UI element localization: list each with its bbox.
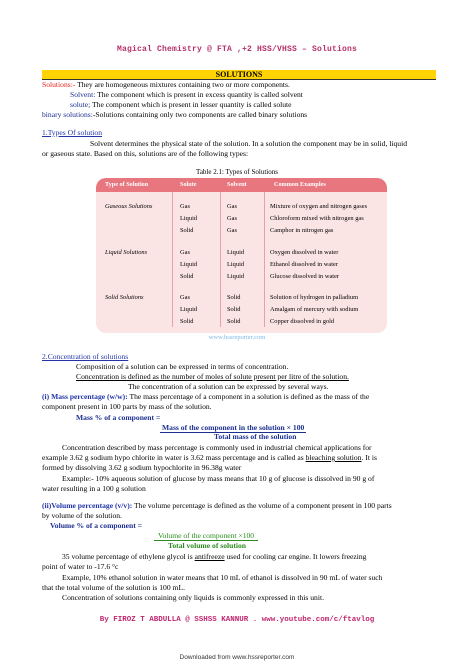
solutions-text: They are homogeneous mixtures containing two or more components. xyxy=(75,80,290,89)
binary-text: -Solutions containing only two components are called binary solutions xyxy=(92,110,308,119)
s2-heading: 2.Concentration of solutions xyxy=(42,352,129,361)
mp-formula-label: Mass % of a component = xyxy=(76,413,161,422)
v4: that the total volume of the solution is 100 mL. xyxy=(42,583,185,592)
mp-label: (i) Mass percentage (w/w): xyxy=(42,392,128,401)
e2: water resulting in a 100 g solution xyxy=(42,484,146,493)
types-table xyxy=(96,178,387,333)
table-cell: Amalgam of mercury with sodium xyxy=(270,306,359,313)
table-cell: Glucose dissolved in water xyxy=(270,273,340,280)
table-cell: Gas xyxy=(180,203,190,210)
table-cell: Gas xyxy=(180,249,190,256)
c3: formed by dissolving 3.62 g sodium hypochlorite in 96.38g water xyxy=(42,463,242,472)
table-cell: Solution of hydrogen in palladium xyxy=(270,294,359,301)
def-solute xyxy=(70,100,292,109)
watermark: www.hssreporter.com xyxy=(208,334,266,341)
vp-denominator: Total volume of solution xyxy=(168,541,246,550)
col-divider xyxy=(264,192,265,327)
solvent-label: Solvent: xyxy=(70,90,96,99)
table-cell: Oxygen dissolved in water xyxy=(270,249,339,256)
c2-text: example 3.62 g sodium hypo chlorite in water is 3.62 mass percentage and is called as xyxy=(42,453,306,462)
table-cell: Camphor in nitrogen gas xyxy=(270,227,334,234)
vp-label: (ii)Volume percentage (v/v): xyxy=(42,501,133,510)
table-cell: Liquid xyxy=(180,261,198,268)
table-cell: Solid xyxy=(180,227,194,234)
vp-text: The volume percentage is defined as the volume of a component present in 100 parts xyxy=(132,501,392,510)
table-cell: Solid xyxy=(180,273,194,280)
mp-denominator: Total mass of the solution xyxy=(214,432,297,441)
table-cell: Solid xyxy=(180,318,194,325)
table-cell: Solid xyxy=(227,306,241,313)
col-divider xyxy=(172,192,173,327)
download-note: Downloaded from www.hssreporter.com xyxy=(179,654,295,661)
th-solute: Solute xyxy=(180,181,197,188)
s2-l3: The concentration of a solution can be expressed by several ways. xyxy=(128,382,329,391)
s2-l1: Composition of a solution can be expressed in terms of concentration. xyxy=(76,362,289,371)
v1-tail: used for cooling car engine. It lowers freezing xyxy=(224,552,367,561)
table-cell: Liquid xyxy=(180,215,198,222)
v2: point of water to -17.6 °c xyxy=(42,562,119,571)
col-divider xyxy=(220,192,221,327)
table-cell: Gas xyxy=(180,294,190,301)
table-cell: Gas xyxy=(227,203,237,210)
section-title-solutions: SOLUTIONS xyxy=(42,70,436,79)
vp-text2: by volume of the solution. xyxy=(42,511,122,520)
page-header: Magical Chemistry @ FTA ,+2 HSS/VHSS – Solutions xyxy=(116,45,358,54)
v3: Example, 10% ethanol solution in water means that 10 mL of ethanol is dissolved in 90 mL of water such xyxy=(62,573,383,582)
table-cell: Liquid xyxy=(227,273,245,280)
c2 xyxy=(42,453,377,462)
table-cell: Copper dissolved in gold xyxy=(270,318,335,325)
def-solvent xyxy=(70,90,303,99)
table-cell: Mixture of oxygen and nitrogen gases xyxy=(270,203,368,210)
c2-tail: . It is xyxy=(361,453,377,462)
table-cell: Solid xyxy=(227,318,241,325)
table-caption: Table 2.1: Types of Solutions xyxy=(196,168,278,176)
c1: Concentration described by mass percentage is commonly used in industrial chemical applications for xyxy=(62,443,372,452)
v5: Concentration of solutions containing only liquids is commonly expressed in this unit. xyxy=(62,593,324,602)
table-cell: Ethanol dissolved in water xyxy=(270,261,338,268)
s1-heading: 1.Types Of solution xyxy=(42,128,103,137)
th-type: Type of Solution xyxy=(105,181,149,188)
vp-numerator: Volume of the component ×100 xyxy=(154,531,258,541)
bleaching-solution: bleaching solution xyxy=(305,453,362,462)
s1-p2: or gaseous state. Based on this, solutions are of the following types: xyxy=(42,149,249,158)
solvent-text: The component which is present in excess quantity is called solvent xyxy=(95,90,303,99)
table-cell: Liquid xyxy=(227,261,245,268)
table-cell: Liquid xyxy=(180,306,198,313)
table-cell: Chloroform mixed with nitrogen gas xyxy=(270,215,364,222)
def-solutions xyxy=(42,80,290,89)
e1: Example:- 10% aqueous solution of glucose by mass means that 10 g of glucose is dissolved in 90 g of xyxy=(62,474,375,483)
mp-numerator: Mass of the component in the solution × 100 xyxy=(162,423,305,432)
group-type: Gaseous Solutions xyxy=(105,203,153,210)
v1 xyxy=(62,552,366,561)
table-cell: Solid xyxy=(227,294,241,301)
solute-text: The component which is present in lesser quantity is called solute xyxy=(90,100,292,109)
solutions-label: Solutions:- xyxy=(42,80,76,89)
th-examples: Common Examples xyxy=(274,181,326,188)
antifreeze: antifreeze xyxy=(194,552,225,561)
s1-p1: Solvent determines the physical state of the solution. In a solution the component may be in solid, liquid xyxy=(90,139,407,148)
table-header xyxy=(96,178,387,192)
mp-text2: component present in 100 parts by mass of the solution. xyxy=(42,402,212,411)
table-cell: Gas xyxy=(227,215,237,222)
binary-label: binary solutions: xyxy=(42,110,93,119)
def-binary xyxy=(42,110,307,119)
page-footer: By FIROZ T ABDULLA @ SSHSS KANNUR . www.youtube.com/c/ftavlog xyxy=(99,616,375,624)
v1-text: 35 volume percentage of ethylene glycol is xyxy=(62,552,195,561)
solute-label: solute; xyxy=(70,100,91,109)
th-solvent: Solvent xyxy=(227,181,247,188)
volume-percentage-def xyxy=(42,501,392,510)
vp-formula-label: Volume % of a component = xyxy=(50,521,143,530)
mass-percentage-def xyxy=(42,392,369,401)
group-type: Solid Solutions xyxy=(105,294,144,301)
table-cell: Liquid xyxy=(227,249,245,256)
s2-l2: Concentration is defined as the number of moles of solute present per litre of the solution. xyxy=(76,372,349,381)
group-type: Liquid Solutions xyxy=(105,249,148,256)
mp-text: The mass percentage of a component in a solution is defined as the mass of the xyxy=(127,392,370,401)
table-cell: Gas xyxy=(227,227,237,234)
